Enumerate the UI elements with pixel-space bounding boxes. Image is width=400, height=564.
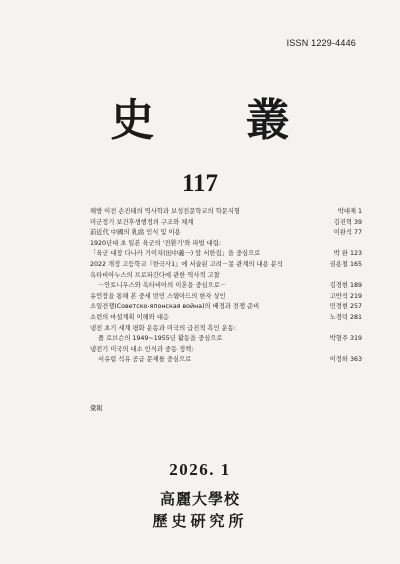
journal-title: 史 叢 <box>110 95 328 146</box>
toc-entry <box>90 218 362 229</box>
toc-entry <box>90 228 362 239</box>
toc-entry <box>90 355 362 366</box>
issn: ISSN 1229-4446 <box>286 38 356 48</box>
toc-entry <box>90 207 362 218</box>
toc-entry <box>90 313 362 324</box>
toc-author: 김경현 189 <box>329 282 362 290</box>
toc-title: 前近代 中國의 乳腐 인식 및 이용 <box>90 229 181 237</box>
toc-entry <box>90 324 362 335</box>
toc-author: 권용철 165 <box>329 260 362 268</box>
toc-author: 이정하 363 <box>329 356 362 364</box>
toc-author: 노경덕 281 <box>329 313 362 321</box>
toc-title: 냉전 초기 세계 평화 운동과 미국의 급진적 흑인 운동: <box>90 324 236 332</box>
toc-title: 소련의 마셜계획 이해와 대응 <box>90 313 169 321</box>
toc-title: －안토니우스와 옥타비아의 이혼을 중심으로－ <box>98 282 227 290</box>
toc-title: 1920년대 초 일본 육군의 '전환기'와 파벌 대립: <box>90 239 221 247</box>
toc-title: 「육군 대장 다나카 기이치(田中義一) 앞 서한집」을 중심으로 <box>90 250 261 258</box>
toc-entry <box>90 239 362 250</box>
toc-title: 2022 개정 고등학교『한국사1』에 서술된 고려－몽 관계의 내용 분석 <box>90 260 283 268</box>
toc-entry <box>90 281 362 292</box>
toc-author: 박형주 319 <box>329 335 362 343</box>
toc-entry <box>90 271 362 282</box>
misc-section: 彙報 <box>90 405 103 412</box>
toc-entry <box>90 292 362 303</box>
table-of-contents <box>90 207 362 366</box>
toc-author: 민경현 257 <box>329 303 362 311</box>
toc-author: 박대재 1 <box>337 208 362 215</box>
toc-title: 해방 이전 손진태의 역사학과 보성전문학교의 학문지형 <box>90 208 240 215</box>
publisher-institute: 歷史硏究所 <box>152 512 248 530</box>
toc-title: 미군정기 보건후생행정의 구조와 체계 <box>90 218 194 226</box>
toc-entry <box>90 345 362 356</box>
toc-title: 냉전기 미국의 대소 인식과 중동 정책: <box>90 345 194 353</box>
toc-title: 옥타비아누스의 프로파간다에 관한 역사적 고찰 <box>90 271 220 279</box>
publication-date: 2026. 1 <box>169 460 231 479</box>
toc-title: 소일전쟁(Советско-японская война)의 배경과 전쟁 준비 <box>90 303 260 311</box>
issue-number: 117 <box>181 170 219 197</box>
toc-author: 이완석 77 <box>333 229 362 237</box>
toc-title: 유언장을 통해 본 중세 빈민 스탬아드의 한자 상인 <box>90 292 226 300</box>
toc-title: 서유럽 석유 공급 문제를 중심으로 <box>98 356 192 364</box>
toc-author: 김진혁 39 <box>333 218 362 226</box>
toc-entry <box>90 302 362 313</box>
toc-entry <box>90 260 362 271</box>
toc-author: 박 완 123 <box>333 250 362 258</box>
publisher-university: 高麗大學校 <box>159 490 240 508</box>
toc-author: 고반석 219 <box>329 292 362 300</box>
toc-entry <box>90 334 362 345</box>
toc-entry <box>90 249 362 260</box>
toc-title: 폴 로브슨의 1949~1955년 활동을 중심으로 <box>98 335 223 343</box>
